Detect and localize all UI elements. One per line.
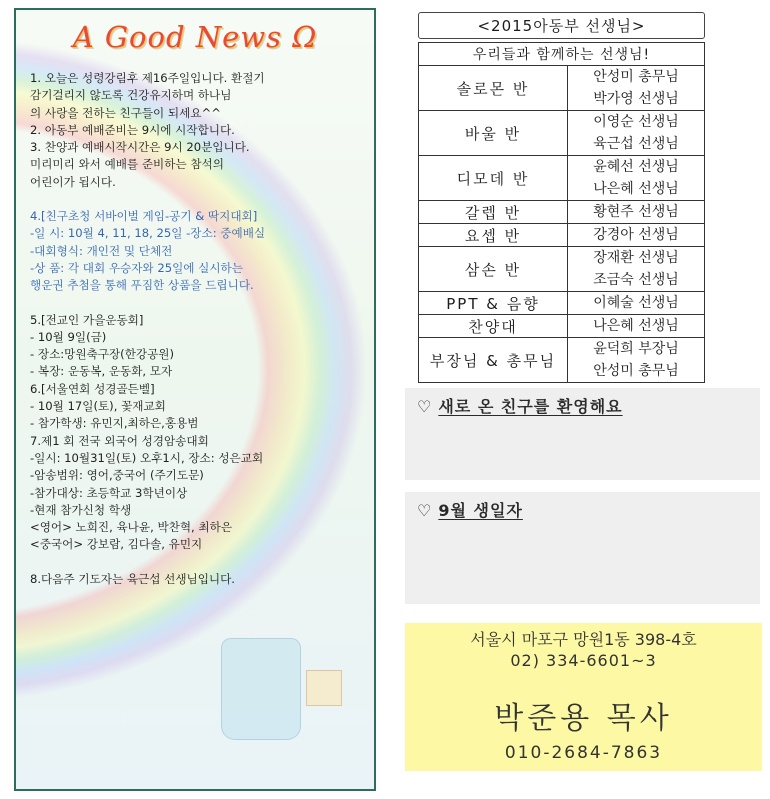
news-panel — [14, 8, 376, 791]
news-line: -참가대상: 초등학교 3학년이상 — [30, 485, 188, 500]
news-line: 3. 찬양과 예배시작시간은 9시 20분입니다. — [30, 140, 250, 155]
teacher-names — [568, 338, 705, 383]
class-name: 찬양대 — [419, 315, 568, 338]
birthday-box — [405, 492, 760, 604]
contact-box — [405, 623, 762, 771]
news-title: A Good News Ω — [72, 20, 318, 54]
news-line: 8.다음주 기도자는 육근섭 선생님입니다. — [30, 571, 235, 586]
class-name: 요셉 반 — [419, 224, 568, 247]
teacher-list-title: <2015아동부 선생님> — [418, 12, 705, 39]
news-line — [30, 295, 368, 312]
news-line: - 장소:망원축구장(한강공원) — [30, 347, 175, 362]
news-line: 행운권 추첨을 통해 푸짐한 상품을 드립니다. — [30, 278, 254, 293]
class-name: 바울 반 — [419, 111, 568, 156]
welcome-heading-text: 새로 온 친구를 환영해요 — [438, 397, 623, 416]
teacher-row — [419, 338, 705, 383]
teacher-table — [418, 42, 705, 383]
news-line: 1. 오늘은 성령강림후 제16주일입니다. 환절기 — [30, 71, 265, 85]
birthday-heading-text: 9월 생일자 — [438, 501, 523, 520]
class-name: PPT & 음향 — [419, 292, 568, 315]
heart-icon: ♡ — [417, 501, 433, 520]
teacher-row — [419, 156, 705, 201]
teacher-names — [568, 201, 705, 224]
church-address: 서울시 마포구 망원1동 398-4호 — [470, 630, 697, 649]
news-line: 5.[전교인 가을운동회] — [30, 312, 144, 327]
church-phone: 02) 334-6601~3 — [510, 651, 657, 670]
teacher-name: 윤덕희 부장님 — [593, 341, 679, 357]
news-line: -일 시: 10월 4, 11, 18, 25일 -장소: 중예배실 — [30, 226, 266, 241]
teacher-row — [419, 292, 705, 315]
teacher-name: 육근섭 선생님 — [593, 136, 679, 152]
class-name: 갈렙 반 — [419, 201, 568, 224]
welcome-heading — [417, 394, 623, 417]
teacher-names — [568, 111, 705, 156]
decorative-house-illustration — [306, 670, 342, 706]
teacher-names — [568, 66, 705, 111]
news-line: 미리미리 와서 예배를 준비하는 참석의 — [30, 157, 224, 172]
news-line: -현재 참가신청 학생 — [30, 502, 132, 517]
news-line: 어린이가 됩시다. — [30, 174, 116, 189]
teacher-names — [568, 315, 705, 338]
heart-icon: ♡ — [417, 397, 433, 416]
news-line: 2. 아동부 예배준비는 9시에 시작합니다. — [30, 122, 235, 137]
teacher-row — [419, 247, 705, 292]
teacher-name: 황현주 선생님 — [593, 204, 679, 220]
teacher-row — [419, 111, 705, 156]
teacher-name: 나은혜 선생님 — [593, 318, 679, 334]
news-line: -대회형식: 개인전 및 단체전 — [30, 243, 173, 258]
teacher-name: 박가영 선생님 — [593, 91, 679, 107]
news-line — [30, 554, 368, 571]
welcome-box — [405, 388, 760, 480]
teacher-name: 강경아 선생님 — [593, 227, 679, 243]
news-line: 7.제1 회 전국 외국어 성경암송대회 — [30, 433, 209, 448]
class-name: 디모데 반 — [419, 156, 568, 201]
birthday-heading — [417, 498, 523, 521]
class-name: 부장님 & 총무님 — [419, 338, 568, 383]
teacher-name: 장재환 선생님 — [593, 250, 679, 266]
pastor-name: 박준용 목사 — [494, 701, 673, 736]
news-line: - 10월 17일(토), 꽃재교회 — [30, 399, 166, 414]
class-name: 솔로몬 반 — [419, 66, 568, 111]
teacher-names — [568, 247, 705, 292]
news-line: 감기걸리지 않도록 건강유지하며 하나님 — [30, 88, 232, 103]
teacher-name: 안성미 총무님 — [593, 69, 679, 85]
news-line: -암송범위: 영어,중국어 (주기도문) — [30, 468, 204, 483]
news-body — [30, 70, 368, 588]
teacher-name: 안성미 총무님 — [593, 363, 679, 379]
teacher-row — [419, 201, 705, 224]
teacher-row — [419, 315, 705, 338]
news-line — [30, 191, 368, 208]
news-line: - 참가학생: 유민지,최하은,홍용범 — [30, 416, 199, 431]
news-line: - 복장: 운동복, 운동화, 모자 — [30, 364, 173, 379]
news-line: -상 품: 각 대회 우승자와 25일에 실시하는 — [30, 260, 243, 275]
teacher-names — [568, 292, 705, 315]
news-line: <영어> 노희진, 육나윤, 박찬혁, 최하은 — [30, 520, 233, 535]
news-line: -일시: 10월31일(토) 오후1시, 장소: 성은교회 — [30, 450, 264, 465]
news-line: 6.[서울연회 성경골든벨] — [30, 381, 155, 396]
news-line: 4.[친구초청 서바이벌 게임-공기 & 딱지대회] — [30, 209, 258, 224]
teacher-name: 이영순 선생님 — [593, 114, 679, 130]
teacher-names — [568, 156, 705, 201]
news-line: 의 사랑을 전하는 친구들이 되세요^^ — [30, 105, 221, 120]
teacher-name: 이혜술 선생님 — [593, 295, 679, 311]
news-line: - 10월 9일(금) — [30, 329, 107, 344]
decorative-jar-illustration — [221, 638, 301, 740]
teacher-row — [419, 66, 705, 111]
teacher-table-header: 우리들과 함께하는 선생님! — [419, 43, 705, 66]
teacher-row — [419, 224, 705, 247]
teacher-names — [568, 224, 705, 247]
teacher-name: 윤혜선 선생님 — [593, 159, 679, 175]
teacher-name: 나은혜 선생님 — [593, 181, 679, 197]
class-name: 삼손 반 — [419, 247, 568, 292]
news-line: <중국어> 강보람, 김다솔, 유민지 — [30, 537, 203, 552]
teacher-name: 조금숙 선생님 — [593, 272, 679, 288]
pastor-mobile: 010-2684-7863 — [504, 743, 663, 763]
